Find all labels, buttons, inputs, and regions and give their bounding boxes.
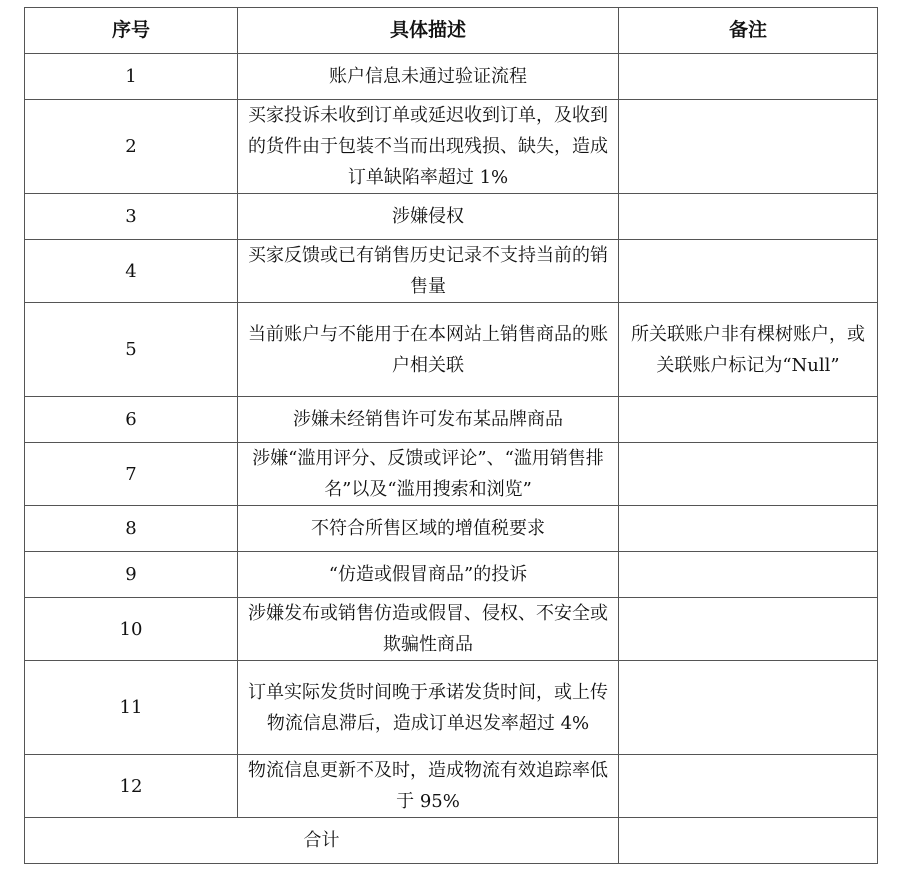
total-label: 合计 <box>25 818 619 864</box>
header-row <box>25 8 878 54</box>
table-row <box>25 661 878 755</box>
header-no: 序号 <box>25 8 238 54</box>
row-desc: 涉嫌未经销售许可发布某品牌商品 <box>238 397 619 443</box>
row-no: 12 <box>25 755 238 818</box>
row-note <box>619 194 878 240</box>
table-row <box>25 755 878 818</box>
row-desc: 买家反馈或已有销售历史记录不支持当前的销售量 <box>238 240 619 303</box>
row-note <box>619 100 878 194</box>
row-desc: 涉嫌“滥用评分、反馈或评论”、“滥用销售排名”以及“滥用搜索和浏览” <box>238 443 619 506</box>
row-note <box>619 552 878 598</box>
header-note: 备注 <box>619 8 878 54</box>
row-no: 2 <box>25 100 238 194</box>
total-row <box>25 818 878 864</box>
row-no: 5 <box>25 303 238 397</box>
row-no: 6 <box>25 397 238 443</box>
row-desc: “仿造或假冒商品”的投诉 <box>238 552 619 598</box>
row-note <box>619 240 878 303</box>
row-no: 11 <box>25 661 238 755</box>
table-row <box>25 397 878 443</box>
row-desc: 涉嫌发布或销售仿造或假冒、侵权、不安全或欺骗性商品 <box>238 598 619 661</box>
table-row <box>25 598 878 661</box>
table-row <box>25 443 878 506</box>
row-desc: 订单实际发货时间晚于承诺发货时间，或上传物流信息滞后，造成订单迟发率超过 4% <box>238 661 619 755</box>
row-desc: 买家投诉未收到订单或延迟收到订单，及收到的货件由于包装不当而出现残损、缺失，造成订单缺陷率超过 1% <box>238 100 619 194</box>
table-row <box>25 506 878 552</box>
total-note <box>619 818 878 864</box>
row-no: 10 <box>25 598 238 661</box>
row-note <box>619 506 878 552</box>
row-no: 4 <box>25 240 238 303</box>
row-note <box>619 443 878 506</box>
row-desc: 涉嫌侵权 <box>238 194 619 240</box>
row-note <box>619 397 878 443</box>
row-no: 7 <box>25 443 238 506</box>
row-no: 8 <box>25 506 238 552</box>
issues-table <box>24 7 878 864</box>
table-row <box>25 194 878 240</box>
row-no: 9 <box>25 552 238 598</box>
header-desc: 具体描述 <box>238 8 619 54</box>
row-note: 所关联账户非有棵树账户，或关联账户标记为“Null” <box>619 303 878 397</box>
table-row <box>25 552 878 598</box>
row-note <box>619 661 878 755</box>
row-desc: 账户信息未通过验证流程 <box>238 54 619 100</box>
row-no: 3 <box>25 194 238 240</box>
row-desc: 物流信息更新不及时，造成物流有效追踪率低于 95% <box>238 755 619 818</box>
table-row <box>25 100 878 194</box>
table-row <box>25 240 878 303</box>
row-no: 1 <box>25 54 238 100</box>
row-note <box>619 598 878 661</box>
table-row <box>25 54 878 100</box>
row-desc: 不符合所售区域的增值税要求 <box>238 506 619 552</box>
row-note <box>619 54 878 100</box>
row-desc: 当前账户与不能用于在本网站上销售商品的账户相关联 <box>238 303 619 397</box>
row-note <box>619 755 878 818</box>
table-row <box>25 303 878 397</box>
